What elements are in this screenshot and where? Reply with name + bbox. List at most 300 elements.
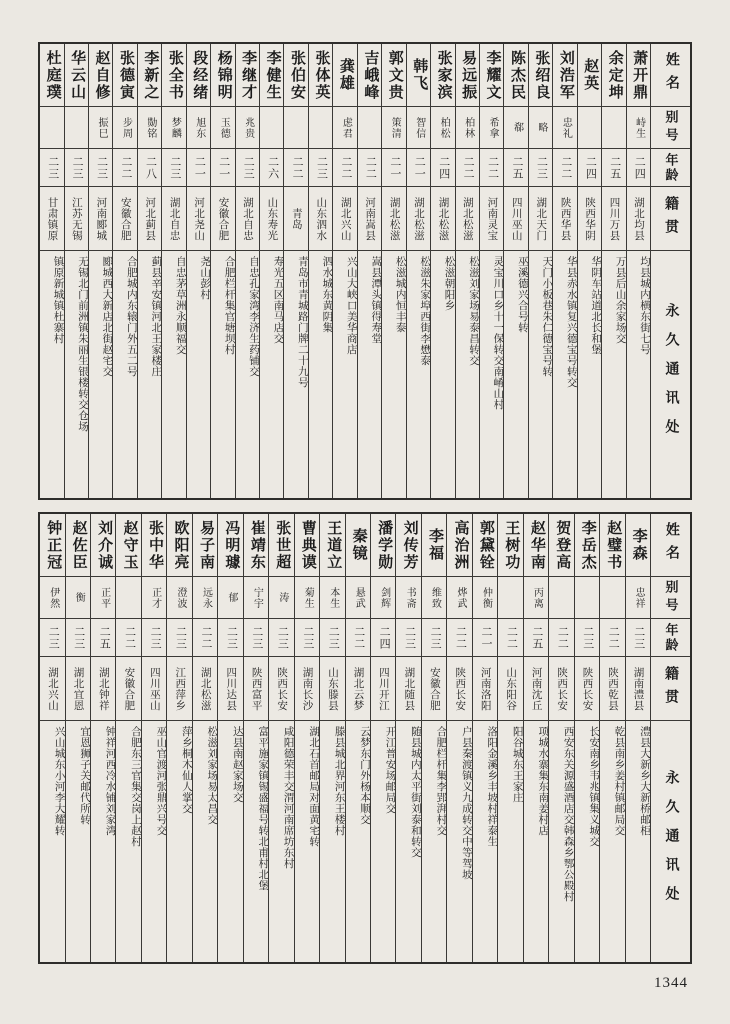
person-name: 曹典谟: [299, 519, 316, 571]
table-header-column: [650, 44, 690, 498]
header-name: 姓名: [663, 52, 679, 98]
person-name-cell: [498, 514, 522, 576]
person-address-cell: [553, 250, 576, 498]
person-age: 二三: [535, 155, 548, 180]
person-address-cell: [473, 720, 497, 962]
person-origin-cell: [40, 186, 63, 250]
person-name: 冯明璩: [223, 519, 240, 571]
person-address: 澧县大新乡大新桥邮柜: [639, 726, 650, 836]
person-alias: 希拿: [487, 116, 499, 139]
person-age-cell: [396, 618, 420, 656]
person-age-cell: [187, 148, 210, 186]
person-name-cell: [333, 44, 356, 106]
person-age: 二二: [556, 625, 569, 650]
directory-entry-column: [40, 514, 64, 962]
person-origin-cell: [89, 186, 112, 250]
person-alias-cell: [529, 106, 552, 148]
person-origin-cell: [269, 656, 293, 720]
person-age: 二一: [479, 625, 492, 650]
person-origin-cell: [396, 656, 420, 720]
person-origin: 湖北随县: [403, 666, 415, 711]
person-name: 赵自修: [93, 49, 110, 101]
person-address-cell: [382, 250, 405, 498]
person-name: 刘传芳: [401, 519, 418, 571]
person-age-cell: [529, 148, 552, 186]
person-address: 天门小板巷朱仁德宝号转: [541, 256, 553, 377]
person-address-cell: [504, 250, 527, 498]
person-origin-cell: [422, 656, 446, 720]
person-origin-cell: [65, 186, 88, 250]
person-address: 万县后山余家场交: [614, 256, 626, 344]
person-address-cell: [524, 720, 548, 962]
person-age: 二二: [454, 625, 467, 650]
person-alias: 郁: [225, 592, 237, 603]
person-address-cell: [602, 250, 625, 498]
person-address: 巫山官渡河张鼎兴号交: [155, 726, 167, 836]
person-name: 易远振: [460, 49, 477, 101]
person-age-cell: [575, 618, 599, 656]
person-name: 李森: [630, 528, 647, 562]
person-name: 钟正冠: [45, 519, 62, 571]
person-origin-cell: [193, 656, 217, 720]
directory-entry-column: [574, 514, 599, 962]
person-alias-cell: [358, 106, 381, 148]
person-age: 二三: [301, 625, 314, 650]
person-alias-cell: [142, 576, 166, 618]
person-origin-cell: [529, 186, 552, 250]
person-alias: 柏林: [462, 116, 474, 139]
directory-entry-column: [479, 44, 503, 498]
person-alias-cell: [320, 576, 344, 618]
person-age: 二一: [217, 155, 230, 180]
directory-table-top: [38, 42, 692, 500]
person-age-cell: [358, 148, 381, 186]
person-age: 二五: [511, 155, 524, 180]
person-origin-cell: [40, 656, 64, 720]
directory-entry-column: [137, 44, 161, 498]
person-name-cell: [138, 44, 161, 106]
directory-entry-column: [552, 44, 576, 498]
person-origin-cell: [211, 186, 234, 250]
person-origin: 陕西长安: [454, 666, 466, 711]
directory-entry-column: [455, 44, 479, 498]
person-age-cell: [244, 618, 268, 656]
person-alias-cell: [407, 106, 430, 148]
directory-entry-column: [166, 514, 191, 962]
person-alias-cell: [138, 106, 161, 148]
person-age-cell: [473, 618, 497, 656]
person-name: 赵佐臣: [70, 519, 87, 571]
person-address-cell: [578, 250, 601, 498]
person-origin-cell: [236, 186, 259, 250]
person-address-cell: [529, 250, 552, 498]
person-alias: 宁宇: [251, 586, 263, 609]
person-age-cell: [91, 618, 115, 656]
person-address-cell: [284, 250, 307, 498]
person-address: 户县秦渡镇义九成转交中等驾坡: [460, 726, 472, 880]
person-origin-cell: [600, 656, 624, 720]
person-address-cell: [447, 720, 471, 962]
person-address: 尧山彭村: [199, 256, 211, 300]
person-origin-cell: [284, 186, 307, 250]
person-address-cell: [575, 720, 599, 962]
directory-entry-column: [430, 44, 454, 498]
person-origin: 山东阳谷: [505, 666, 517, 711]
person-alias-cell: [504, 106, 527, 148]
person-origin-cell: [407, 186, 430, 250]
person-alias: 丙离: [531, 586, 543, 609]
person-alias-cell: [524, 576, 548, 618]
person-age-cell: [269, 618, 293, 656]
person-name: 张德寅: [117, 49, 134, 101]
person-age-cell: [600, 618, 624, 656]
directory-entry-column: [294, 514, 319, 962]
person-age: 二三: [581, 625, 594, 650]
directory-entry-column: [332, 44, 356, 498]
person-origin-cell: [447, 656, 471, 720]
directory-entry-column: [283, 44, 307, 498]
person-name: 张伯安: [289, 49, 306, 101]
person-origin-cell: [167, 656, 191, 720]
person-address: 乾县南乡姜村镇邮局交: [613, 726, 625, 836]
person-name-cell: [578, 44, 601, 106]
person-address-cell: [295, 720, 319, 962]
person-name-cell: [66, 514, 90, 576]
person-age: 二二: [364, 155, 377, 180]
person-name-cell: [211, 44, 234, 106]
directory-entry-column: [370, 514, 395, 962]
person-origin: 陕西乾县: [606, 666, 618, 711]
person-address: 蓟县辛安镇河北王家楼庄: [150, 256, 162, 377]
person-address: 兴山城东小河李大耀转: [53, 726, 65, 836]
person-origin: 河南嵩县: [364, 196, 376, 241]
person-name-cell: [284, 44, 307, 106]
person-alias: 略: [535, 122, 547, 133]
person-name-cell: [187, 44, 210, 106]
person-origin: 山东寿光: [266, 196, 278, 241]
person-name-cell: [371, 514, 395, 576]
person-alias: 智信: [413, 116, 425, 139]
person-origin: 四川巫山: [148, 666, 160, 711]
person-alias: 剑辉: [378, 586, 390, 609]
person-alias: 步周: [120, 116, 132, 139]
person-alias-cell: [473, 576, 497, 618]
person-age: 二三: [225, 625, 238, 650]
person-name: 杜庭璞: [44, 49, 61, 101]
person-alias-cell: [244, 576, 268, 618]
person-origin-cell: [456, 186, 479, 250]
person-name: 张家滨: [435, 49, 452, 101]
person-alias: 郗: [511, 122, 523, 133]
person-address-cell: [187, 250, 210, 498]
person-name: 王树功: [503, 519, 520, 571]
person-alias-cell: [447, 576, 471, 618]
person-address: 宜恩狮子关邮代所转: [79, 726, 91, 825]
person-name-cell: [358, 44, 381, 106]
person-name-cell: [40, 44, 63, 106]
directory-entry-column: [503, 44, 527, 498]
person-alias: 伊然: [47, 586, 59, 609]
person-address-cell: [600, 720, 624, 962]
person-address: 松滋刘家场易太昌交: [206, 726, 218, 825]
person-alias: 本生: [327, 586, 339, 609]
person-age: 二二: [339, 155, 352, 180]
person-origin: 湖北松滋: [413, 196, 424, 241]
person-age-cell: [504, 148, 527, 186]
person-address-cell: [40, 250, 63, 498]
person-age-cell: [456, 148, 479, 186]
person-name-cell: [382, 44, 405, 106]
person-name: 贺登高: [554, 519, 571, 571]
person-name: 高治洲: [452, 519, 469, 571]
person-origin-cell: [382, 186, 405, 250]
person-name-cell: [627, 44, 650, 106]
header-age: 年龄: [651, 148, 690, 186]
person-age-cell: [218, 618, 242, 656]
directory-entry-column: [217, 514, 242, 962]
header-name: 姓名: [663, 522, 679, 568]
person-name: 秦镜: [350, 528, 367, 562]
person-age-cell: [371, 618, 395, 656]
person-name-cell: [193, 514, 217, 576]
person-address-cell: [549, 720, 573, 962]
person-alias-cell: [89, 106, 112, 148]
person-age: 二二: [607, 625, 620, 650]
person-name-cell: [162, 44, 185, 106]
person-origin: 四川万县: [608, 196, 620, 241]
person-address: 富平施家镇锡盛福号转北甫村北堡: [257, 726, 269, 891]
directory-entry-column: [141, 514, 166, 962]
person-name: 吉峨峰: [362, 49, 379, 101]
person-name-cell: [309, 44, 332, 106]
person-origin: 江西萍乡: [174, 666, 186, 711]
person-age: 二二: [559, 155, 572, 180]
person-origin: 甘肃镇原: [46, 196, 58, 241]
person-alias: 旭东: [193, 116, 205, 139]
person-alias-cell: [600, 576, 624, 618]
person-address-cell: [627, 250, 650, 498]
person-origin: 四川达县: [225, 666, 237, 711]
person-address-cell: [456, 250, 479, 498]
person-origin: 四川开江: [377, 666, 389, 711]
person-alias-cell: [193, 576, 217, 618]
person-age-cell: [167, 618, 191, 656]
person-address: 合肥栏杆集官塘坝村: [223, 256, 235, 355]
person-origin-cell: [116, 656, 140, 720]
person-address: 兴山大峡口美华商店: [345, 256, 357, 355]
person-name: 龚雄: [337, 58, 354, 92]
person-address-cell: [218, 720, 242, 962]
header-origin: 籍贯: [651, 186, 690, 250]
person-name: 李继才: [240, 49, 257, 101]
person-age: 二三: [276, 625, 289, 650]
person-origin-cell: [627, 186, 650, 250]
person-name: 王道立: [325, 519, 342, 571]
person-alias-cell: [218, 576, 242, 618]
person-age: 二三: [632, 625, 645, 650]
person-origin: 四川巫山: [510, 196, 522, 241]
person-address: 萍乡桐木仙人掌交: [180, 726, 192, 814]
person-name: 易子南: [197, 519, 214, 571]
person-name-cell: [529, 44, 552, 106]
person-name-cell: [431, 44, 454, 106]
person-name: 张中华: [147, 519, 164, 571]
person-age-cell: [524, 618, 548, 656]
person-origin: 湖北松滋: [461, 196, 473, 241]
person-name: 李新之: [142, 49, 159, 101]
person-alias-cell: [91, 576, 115, 618]
person-address: 松滋朱家埠西街李懋泰: [419, 256, 431, 366]
person-alias-cell: [269, 576, 293, 618]
person-age: 二三: [47, 625, 60, 650]
person-origin: 湖北钟祥: [97, 666, 109, 711]
person-alias-cell: [480, 106, 503, 148]
person-origin: 陕西华阴: [584, 196, 596, 241]
person-age: 二三: [315, 155, 328, 180]
person-age: 二五: [98, 625, 111, 650]
header-age: 年龄: [651, 618, 690, 656]
person-origin-cell: [346, 656, 370, 720]
person-alias-cell: [211, 106, 234, 148]
person-age-cell: [40, 618, 64, 656]
person-age: 二四: [584, 155, 597, 180]
person-address: 钟祥河西冷水铺刘家湾: [104, 726, 116, 836]
person-origin-cell: [333, 186, 356, 250]
person-origin: 陕西长安: [556, 666, 568, 711]
person-age-cell: [113, 148, 136, 186]
person-alias: 策清: [389, 116, 401, 139]
person-alias-cell: [40, 106, 63, 148]
person-name-cell: [91, 514, 115, 576]
directory-entry-column: [421, 514, 446, 962]
directory-entry-column: [308, 44, 332, 498]
person-origin: 河南洛阳: [479, 666, 491, 711]
person-age: 二二: [505, 625, 518, 650]
person-address: 均县城内横东街七号: [639, 256, 650, 355]
person-origin: 陕西富平: [250, 666, 262, 711]
person-origin-cell: [575, 656, 599, 720]
person-address: 寿光五区南马店交: [272, 256, 284, 344]
person-name-cell: [346, 514, 370, 576]
person-address-cell: [269, 720, 293, 962]
person-age-cell: [142, 618, 166, 656]
person-origin: 安徽合肥: [217, 196, 229, 241]
person-address-cell: [371, 720, 395, 962]
person-origin-cell: [142, 656, 166, 720]
person-name: 陈杰民: [508, 49, 525, 101]
person-name-cell: [142, 514, 166, 576]
directory-entry-column: [625, 514, 650, 962]
person-age-cell: [284, 148, 307, 186]
person-alias-cell: [333, 106, 356, 148]
person-alias: 忠礼: [560, 116, 572, 139]
person-alias-cell: [65, 106, 88, 148]
person-alias: 菊生: [302, 586, 314, 609]
directory-entry-column: [65, 514, 90, 962]
person-alias-cell: [295, 576, 319, 618]
person-name: 赵璧书: [605, 519, 622, 571]
person-age-cell: [626, 618, 650, 656]
person-alias-cell: [422, 576, 446, 618]
person-age-cell: [627, 148, 650, 186]
person-name: 欧阳亮: [172, 519, 189, 571]
person-origin-cell: [553, 186, 576, 250]
person-age-cell: [553, 148, 576, 186]
person-age-cell: [407, 148, 430, 186]
person-origin: 湖北兴山: [339, 196, 351, 241]
person-alias-cell: [236, 106, 259, 148]
person-name-cell: [89, 44, 112, 106]
person-address-cell: [244, 720, 268, 962]
person-name-cell: [295, 514, 319, 576]
person-address-cell: [138, 250, 161, 498]
person-age: 二二: [200, 625, 212, 650]
person-alias: 烨武: [455, 586, 466, 609]
person-address: 泗水城东黄阴集: [321, 256, 333, 333]
directory-entry-column: [64, 44, 88, 498]
person-age-cell: [602, 148, 625, 186]
directory-entry-column: [528, 44, 552, 498]
person-age-cell: [578, 148, 601, 186]
person-age-cell: [422, 618, 446, 656]
person-address-cell: [211, 250, 234, 498]
person-name-cell: [549, 514, 573, 576]
directory-entry-column: [446, 514, 471, 962]
person-age-cell: [116, 618, 140, 656]
person-address-cell: [358, 250, 381, 498]
person-address: 自忠孔家湾李济生药铺交: [248, 256, 259, 377]
person-origin: 湖北天门: [535, 196, 547, 241]
person-alias-cell: [309, 106, 332, 148]
person-age: 二二: [291, 155, 304, 180]
person-age-cell: [447, 618, 471, 656]
person-origin: 湖南澧县: [632, 666, 644, 711]
person-name-cell: [269, 514, 293, 576]
directory-table-bottom: [38, 512, 692, 964]
directory-entry-column: [472, 514, 497, 962]
person-name-cell: [422, 514, 446, 576]
person-alias: 澄波: [175, 586, 187, 609]
directory-entry-column: [268, 514, 293, 962]
person-address: 长安南乡韦兆镇集义城交: [588, 726, 600, 847]
person-origin-cell: [260, 186, 283, 250]
directory-entry-column: [497, 514, 522, 962]
person-age-cell: [498, 618, 522, 656]
person-age: 二二: [486, 155, 499, 180]
person-address: 阳谷城东王家庄: [511, 726, 523, 803]
person-name-cell: [553, 44, 576, 106]
person-origin: 河南沈丘: [530, 666, 542, 711]
person-alias-cell: [627, 106, 650, 148]
directory-entry-column: [40, 44, 63, 498]
person-origin: 青岛: [290, 207, 302, 230]
person-alias-cell: [553, 106, 576, 148]
person-age: 二六: [266, 155, 279, 180]
person-address: 咸阳德荣丰交渭河南席坊东村: [282, 726, 294, 869]
person-name-cell: [260, 44, 283, 106]
directory-entry-column: [210, 44, 234, 498]
person-address-cell: [162, 250, 185, 498]
person-origin: 陕西长安: [581, 666, 593, 711]
person-age-cell: [295, 618, 319, 656]
person-origin: 湖北云梦: [352, 666, 364, 711]
directory-entry-column: [243, 514, 268, 962]
person-address-cell: [167, 720, 191, 962]
person-age-cell: [382, 148, 405, 186]
person-name-cell: [407, 44, 430, 106]
person-address: 洛阳金溪乡丰坡村祥泰生: [486, 726, 498, 847]
person-address: 自忠茅草洲永顺福交: [174, 256, 186, 355]
